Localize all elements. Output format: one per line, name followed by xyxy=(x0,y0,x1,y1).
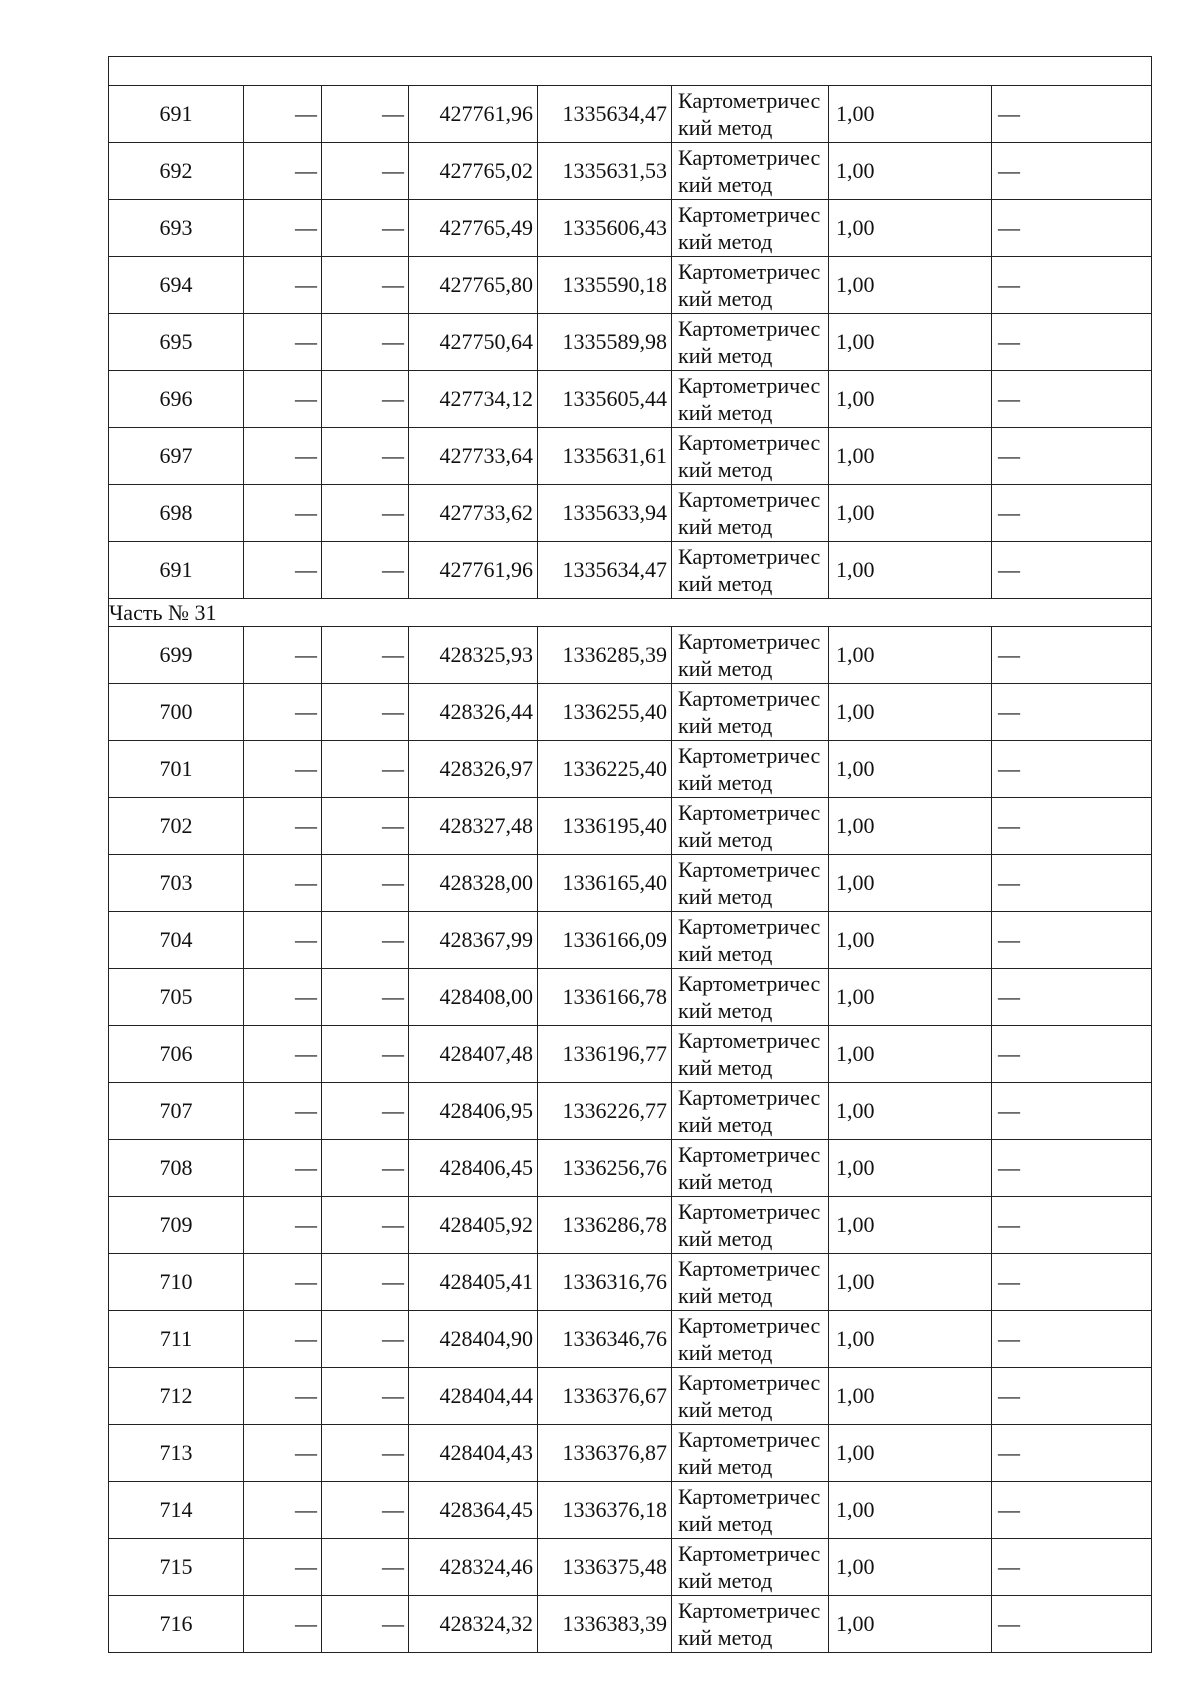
dash-cell: — xyxy=(992,1596,1152,1653)
dash-cell: — xyxy=(322,1368,409,1425)
point-number-cell: 707 xyxy=(109,1083,244,1140)
table-row xyxy=(109,1026,1152,1083)
section-heading xyxy=(109,57,1152,86)
dash-cell: — xyxy=(244,1425,322,1482)
dash-cell: — xyxy=(244,314,322,371)
dash-cell: — xyxy=(992,627,1152,684)
table-row xyxy=(109,371,1152,428)
method-cell: Картометрический метод xyxy=(672,969,829,1026)
x-coordinate-cell: 428326,97 xyxy=(409,741,538,798)
dash-cell: — xyxy=(992,1083,1152,1140)
point-number-cell: 693 xyxy=(109,200,244,257)
dash-cell: — xyxy=(322,371,409,428)
dash-cell: — xyxy=(322,1026,409,1083)
dash-cell: — xyxy=(322,1596,409,1653)
y-coordinate-cell: 1335631,61 xyxy=(538,428,672,485)
table-row xyxy=(109,1596,1152,1653)
accuracy-cell: 1,00 xyxy=(829,1596,992,1653)
point-number-cell: 694 xyxy=(109,257,244,314)
dash-cell: — xyxy=(322,542,409,599)
blank-header-row xyxy=(109,57,1152,86)
table-row xyxy=(109,428,1152,485)
dash-cell: — xyxy=(322,143,409,200)
table-row xyxy=(109,1425,1152,1482)
dash-cell: — xyxy=(244,1596,322,1653)
dash-cell: — xyxy=(244,200,322,257)
accuracy-cell: 1,00 xyxy=(829,1026,992,1083)
method-cell: Картометрический метод xyxy=(672,684,829,741)
accuracy-cell: 1,00 xyxy=(829,855,992,912)
method-cell: Картометрический метод xyxy=(672,542,829,599)
y-coordinate-cell: 1335605,44 xyxy=(538,371,672,428)
dash-cell: — xyxy=(992,1539,1152,1596)
dash-cell: — xyxy=(992,1140,1152,1197)
method-cell: Картометрический метод xyxy=(672,485,829,542)
dash-cell: — xyxy=(992,143,1152,200)
y-coordinate-cell: 1336256,76 xyxy=(538,1140,672,1197)
y-coordinate-cell: 1336195,40 xyxy=(538,798,672,855)
method-cell: Картометрический метод xyxy=(672,1197,829,1254)
method-cell: Картометрический метод xyxy=(672,1026,829,1083)
dash-cell: — xyxy=(992,542,1152,599)
x-coordinate-cell: 428406,95 xyxy=(409,1083,538,1140)
dash-cell: — xyxy=(992,798,1152,855)
point-number-cell: 691 xyxy=(109,542,244,599)
point-number-cell: 714 xyxy=(109,1482,244,1539)
dash-cell: — xyxy=(992,1197,1152,1254)
dash-cell: — xyxy=(244,684,322,741)
x-coordinate-cell: 428327,48 xyxy=(409,798,538,855)
method-cell: Картометрический метод xyxy=(672,257,829,314)
point-number-cell: 700 xyxy=(109,684,244,741)
method-cell: Картометрический метод xyxy=(672,1539,829,1596)
x-coordinate-cell: 428408,00 xyxy=(409,969,538,1026)
dash-cell: — xyxy=(322,200,409,257)
x-coordinate-cell: 428405,92 xyxy=(409,1197,538,1254)
table-row xyxy=(109,798,1152,855)
point-number-cell: 691 xyxy=(109,86,244,143)
method-cell: Картометрический метод xyxy=(672,86,829,143)
dash-cell: — xyxy=(992,912,1152,969)
dash-cell: — xyxy=(244,1083,322,1140)
dash-cell: — xyxy=(992,200,1152,257)
point-number-cell: 698 xyxy=(109,485,244,542)
accuracy-cell: 1,00 xyxy=(829,798,992,855)
dash-cell: — xyxy=(322,257,409,314)
y-coordinate-cell: 1336255,40 xyxy=(538,684,672,741)
dash-cell: — xyxy=(244,1197,322,1254)
dash-cell: — xyxy=(244,1311,322,1368)
y-coordinate-cell: 1336375,48 xyxy=(538,1539,672,1596)
dash-cell: — xyxy=(322,1083,409,1140)
dash-cell: — xyxy=(992,485,1152,542)
x-coordinate-cell: 427734,12 xyxy=(409,371,538,428)
point-number-cell: 695 xyxy=(109,314,244,371)
accuracy-cell: 1,00 xyxy=(829,1425,992,1482)
y-coordinate-cell: 1335631,53 xyxy=(538,143,672,200)
dash-cell: — xyxy=(992,1368,1152,1425)
dash-cell: — xyxy=(244,542,322,599)
method-cell: Картометрический метод xyxy=(672,428,829,485)
table-row xyxy=(109,855,1152,912)
dash-cell: — xyxy=(322,1539,409,1596)
x-coordinate-cell: 428405,41 xyxy=(409,1254,538,1311)
method-cell: Картометрический метод xyxy=(672,627,829,684)
dash-cell: — xyxy=(244,86,322,143)
accuracy-cell: 1,00 xyxy=(829,627,992,684)
accuracy-cell: 1,00 xyxy=(829,1140,992,1197)
accuracy-cell: 1,00 xyxy=(829,1083,992,1140)
point-number-cell: 708 xyxy=(109,1140,244,1197)
dash-cell: — xyxy=(244,1026,322,1083)
y-coordinate-cell: 1336376,67 xyxy=(538,1368,672,1425)
section-heading: Часть № 31 xyxy=(109,599,1152,627)
table-row xyxy=(109,200,1152,257)
dash-cell: — xyxy=(244,741,322,798)
dash-cell: — xyxy=(244,1539,322,1596)
x-coordinate-cell: 428325,93 xyxy=(409,627,538,684)
accuracy-cell: 1,00 xyxy=(829,371,992,428)
point-number-cell: 709 xyxy=(109,1197,244,1254)
method-cell: Картометрический метод xyxy=(672,1368,829,1425)
table-body xyxy=(109,57,1152,1653)
table-row xyxy=(109,86,1152,143)
x-coordinate-cell: 428326,44 xyxy=(409,684,538,741)
table-row xyxy=(109,1197,1152,1254)
dash-cell: — xyxy=(244,1140,322,1197)
dash-cell: — xyxy=(992,1311,1152,1368)
point-number-cell: 704 xyxy=(109,912,244,969)
accuracy-cell: 1,00 xyxy=(829,1254,992,1311)
x-coordinate-cell: 428406,45 xyxy=(409,1140,538,1197)
method-cell: Картометрический метод xyxy=(672,1596,829,1653)
accuracy-cell: 1,00 xyxy=(829,912,992,969)
dash-cell: — xyxy=(244,969,322,1026)
method-cell: Картометрический метод xyxy=(672,741,829,798)
y-coordinate-cell: 1336316,76 xyxy=(538,1254,672,1311)
method-cell: Картометрический метод xyxy=(672,200,829,257)
x-coordinate-cell: 428404,44 xyxy=(409,1368,538,1425)
dash-cell: — xyxy=(244,912,322,969)
accuracy-cell: 1,00 xyxy=(829,1482,992,1539)
dash-cell: — xyxy=(992,684,1152,741)
point-number-cell: 696 xyxy=(109,371,244,428)
y-coordinate-cell: 1336166,78 xyxy=(538,969,672,1026)
method-cell: Картометрический метод xyxy=(672,143,829,200)
point-number-cell: 697 xyxy=(109,428,244,485)
table-row xyxy=(109,1083,1152,1140)
x-coordinate-cell: 427765,02 xyxy=(409,143,538,200)
dash-cell: — xyxy=(322,1311,409,1368)
point-number-cell: 716 xyxy=(109,1596,244,1653)
x-coordinate-cell: 428404,90 xyxy=(409,1311,538,1368)
dash-cell: — xyxy=(244,1482,322,1539)
dash-cell: — xyxy=(322,855,409,912)
dash-cell: — xyxy=(244,485,322,542)
dash-cell: — xyxy=(244,428,322,485)
accuracy-cell: 1,00 xyxy=(829,684,992,741)
x-coordinate-cell: 427761,96 xyxy=(409,542,538,599)
dash-cell: — xyxy=(992,257,1152,314)
dash-cell: — xyxy=(322,1140,409,1197)
dash-cell: — xyxy=(322,1197,409,1254)
table-row xyxy=(109,257,1152,314)
accuracy-cell: 1,00 xyxy=(829,314,992,371)
x-coordinate-cell: 428324,32 xyxy=(409,1596,538,1653)
x-coordinate-cell: 427733,64 xyxy=(409,428,538,485)
dash-cell: — xyxy=(992,428,1152,485)
table-row xyxy=(109,1539,1152,1596)
accuracy-cell: 1,00 xyxy=(829,741,992,798)
dash-cell: — xyxy=(322,314,409,371)
y-coordinate-cell: 1335589,98 xyxy=(538,314,672,371)
point-number-cell: 699 xyxy=(109,627,244,684)
point-number-cell: 705 xyxy=(109,969,244,1026)
y-coordinate-cell: 1336376,87 xyxy=(538,1425,672,1482)
method-cell: Картометрический метод xyxy=(672,855,829,912)
y-coordinate-cell: 1336225,40 xyxy=(538,741,672,798)
dash-cell: — xyxy=(322,86,409,143)
y-coordinate-cell: 1336226,77 xyxy=(538,1083,672,1140)
y-coordinate-cell: 1335634,47 xyxy=(538,86,672,143)
dash-cell: — xyxy=(244,798,322,855)
y-coordinate-cell: 1336166,09 xyxy=(538,912,672,969)
table-row xyxy=(109,542,1152,599)
y-coordinate-cell: 1335606,43 xyxy=(538,200,672,257)
x-coordinate-cell: 428407,48 xyxy=(409,1026,538,1083)
accuracy-cell: 1,00 xyxy=(829,86,992,143)
table-row xyxy=(109,1140,1152,1197)
y-coordinate-cell: 1336196,77 xyxy=(538,1026,672,1083)
x-coordinate-cell: 427765,49 xyxy=(409,200,538,257)
accuracy-cell: 1,00 xyxy=(829,200,992,257)
point-number-cell: 712 xyxy=(109,1368,244,1425)
y-coordinate-cell: 1335590,18 xyxy=(538,257,672,314)
x-coordinate-cell: 428367,99 xyxy=(409,912,538,969)
dash-cell: — xyxy=(322,1425,409,1482)
method-cell: Картометрический метод xyxy=(672,798,829,855)
dash-cell: — xyxy=(244,257,322,314)
table-row xyxy=(109,969,1152,1026)
dash-cell: — xyxy=(992,314,1152,371)
point-number-cell: 692 xyxy=(109,143,244,200)
dash-cell: — xyxy=(322,1482,409,1539)
table-row xyxy=(109,912,1152,969)
dash-cell: — xyxy=(322,684,409,741)
y-coordinate-cell: 1336285,39 xyxy=(538,627,672,684)
dash-cell: — xyxy=(992,1425,1152,1482)
accuracy-cell: 1,00 xyxy=(829,1368,992,1425)
point-number-cell: 715 xyxy=(109,1539,244,1596)
point-number-cell: 703 xyxy=(109,855,244,912)
dash-cell: — xyxy=(322,428,409,485)
x-coordinate-cell: 428364,45 xyxy=(409,1482,538,1539)
method-cell: Картометрический метод xyxy=(672,1254,829,1311)
x-coordinate-cell: 427761,96 xyxy=(409,86,538,143)
y-coordinate-cell: 1336346,76 xyxy=(538,1311,672,1368)
dash-cell: — xyxy=(322,485,409,542)
method-cell: Картометрический метод xyxy=(672,314,829,371)
dash-cell: — xyxy=(244,143,322,200)
dash-cell: — xyxy=(244,1254,322,1311)
x-coordinate-cell: 428324,46 xyxy=(409,1539,538,1596)
dash-cell: — xyxy=(244,1368,322,1425)
y-coordinate-cell: 1336286,78 xyxy=(538,1197,672,1254)
table-row xyxy=(109,314,1152,371)
x-coordinate-cell: 427750,64 xyxy=(409,314,538,371)
dash-cell: — xyxy=(992,741,1152,798)
point-number-cell: 711 xyxy=(109,1311,244,1368)
y-coordinate-cell: 1336376,18 xyxy=(538,1482,672,1539)
x-coordinate-cell: 427733,62 xyxy=(409,485,538,542)
table-row xyxy=(109,1482,1152,1539)
dash-cell: — xyxy=(322,741,409,798)
method-cell: Картометрический метод xyxy=(672,1083,829,1140)
point-number-cell: 701 xyxy=(109,741,244,798)
table-row xyxy=(109,485,1152,542)
y-coordinate-cell: 1335633,94 xyxy=(538,485,672,542)
y-coordinate-cell: 1336165,40 xyxy=(538,855,672,912)
table-row xyxy=(109,1311,1152,1368)
dash-cell: — xyxy=(322,912,409,969)
accuracy-cell: 1,00 xyxy=(829,1197,992,1254)
x-coordinate-cell: 427765,80 xyxy=(409,257,538,314)
method-cell: Картометрический метод xyxy=(672,1425,829,1482)
dash-cell: — xyxy=(244,855,322,912)
point-number-cell: 706 xyxy=(109,1026,244,1083)
table-row xyxy=(109,1368,1152,1425)
dash-cell: — xyxy=(322,969,409,1026)
table-row xyxy=(109,741,1152,798)
method-cell: Картометрический метод xyxy=(672,1482,829,1539)
x-coordinate-cell: 428404,43 xyxy=(409,1425,538,1482)
accuracy-cell: 1,00 xyxy=(829,1539,992,1596)
coordinates-table xyxy=(108,56,1152,1653)
x-coordinate-cell: 428328,00 xyxy=(409,855,538,912)
section-heading-row xyxy=(109,599,1152,627)
dash-cell: — xyxy=(992,1482,1152,1539)
method-cell: Картометрический метод xyxy=(672,371,829,428)
accuracy-cell: 1,00 xyxy=(829,1311,992,1368)
accuracy-cell: 1,00 xyxy=(829,428,992,485)
accuracy-cell: 1,00 xyxy=(829,143,992,200)
dash-cell: — xyxy=(322,1254,409,1311)
dash-cell: — xyxy=(244,371,322,428)
dash-cell: — xyxy=(244,627,322,684)
y-coordinate-cell: 1336383,39 xyxy=(538,1596,672,1653)
dash-cell: — xyxy=(322,627,409,684)
dash-cell: — xyxy=(322,798,409,855)
method-cell: Картометрический метод xyxy=(672,1311,829,1368)
point-number-cell: 713 xyxy=(109,1425,244,1482)
accuracy-cell: 1,00 xyxy=(829,257,992,314)
dash-cell: — xyxy=(992,371,1152,428)
accuracy-cell: 1,00 xyxy=(829,485,992,542)
table-row xyxy=(109,627,1152,684)
dash-cell: — xyxy=(992,969,1152,1026)
dash-cell: — xyxy=(992,1254,1152,1311)
table-row xyxy=(109,1254,1152,1311)
table-row xyxy=(109,684,1152,741)
accuracy-cell: 1,00 xyxy=(829,542,992,599)
dash-cell: — xyxy=(992,86,1152,143)
y-coordinate-cell: 1335634,47 xyxy=(538,542,672,599)
table-row xyxy=(109,143,1152,200)
dash-cell: — xyxy=(992,1026,1152,1083)
point-number-cell: 702 xyxy=(109,798,244,855)
accuracy-cell: 1,00 xyxy=(829,969,992,1026)
dash-cell: — xyxy=(992,855,1152,912)
method-cell: Картометрический метод xyxy=(672,912,829,969)
point-number-cell: 710 xyxy=(109,1254,244,1311)
method-cell: Картометрический метод xyxy=(672,1140,829,1197)
